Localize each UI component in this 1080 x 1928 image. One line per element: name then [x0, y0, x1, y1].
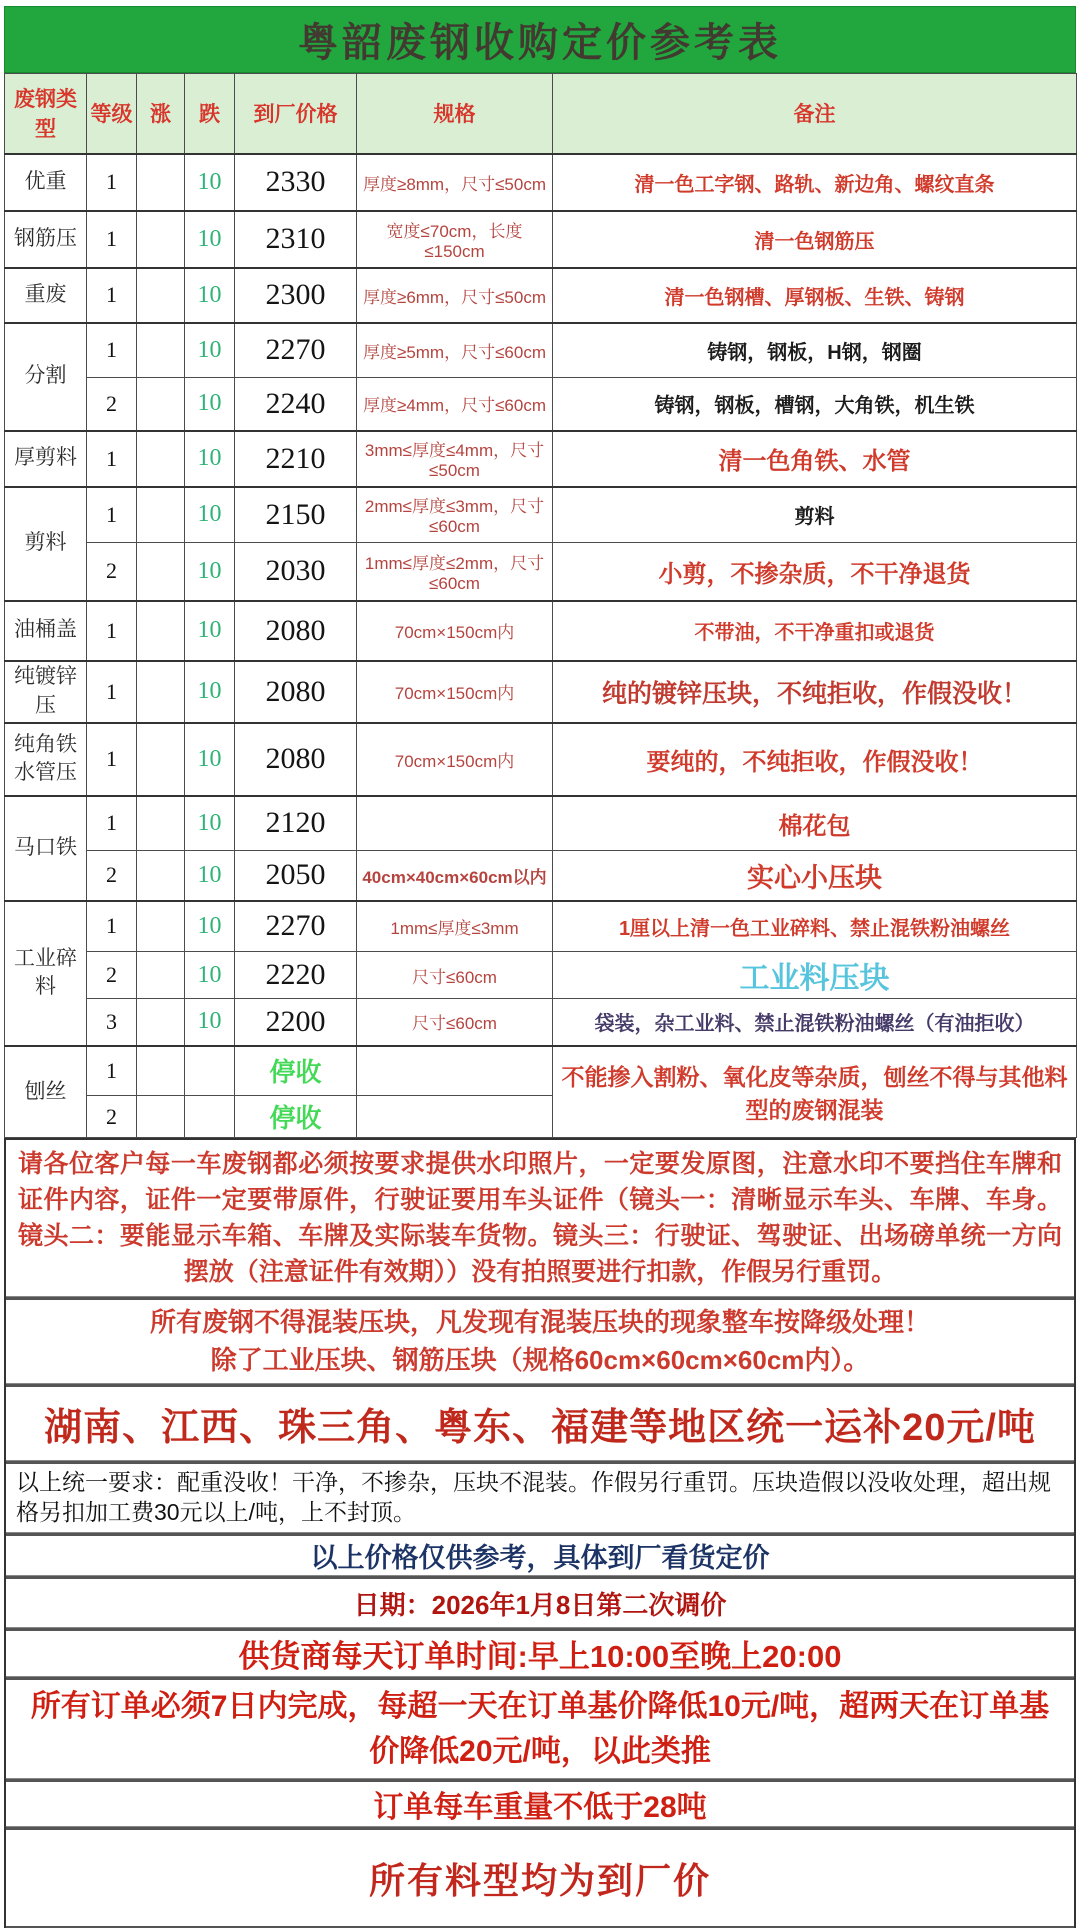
- rise-cell: [137, 1096, 185, 1138]
- rise-cell: [137, 154, 185, 211]
- price-cell: 2310: [235, 211, 357, 268]
- order-time-text: 供货商每天订单时间:早上10:00至晚上20:00: [238, 1639, 842, 1675]
- grade-cell: 1: [87, 268, 137, 323]
- rise-cell: [137, 378, 185, 431]
- order-deadline-section: [6, 1677, 1074, 1779]
- col-header-note: 备注: [553, 74, 1077, 154]
- note-cell: 剪料: [553, 487, 1077, 543]
- watermark-notice-section: [6, 1138, 1074, 1297]
- spec-cell: 厚度≥5mm，尺寸≤60cm: [357, 323, 553, 378]
- grade-cell: 2: [87, 1096, 137, 1138]
- note-cell: 清一色角铁、水管: [553, 431, 1077, 487]
- type-cell: 油桶盖: [5, 601, 87, 661]
- unified-requirement-section: [6, 1461, 1074, 1533]
- header-row: [5, 74, 1077, 154]
- table-row: [5, 378, 1077, 431]
- page-title-bar: [4, 6, 1076, 73]
- type-cell: 马口铁: [5, 796, 87, 901]
- grade-cell: 1: [87, 487, 137, 543]
- price-cell: 2270: [235, 901, 357, 952]
- rise-cell: [137, 431, 185, 487]
- spec-cell: 宽度≤70cm，长度≤150cm: [357, 211, 553, 268]
- grade-cell: 2: [87, 851, 137, 901]
- price-cell: 停收: [235, 1096, 357, 1138]
- fall-cell: 10: [185, 154, 235, 211]
- no-mix-section: [6, 1297, 1074, 1384]
- grade-cell: 1: [87, 901, 137, 952]
- rise-cell: [137, 723, 185, 796]
- note-cell: 纯的镀锌压块，不纯拒收，作假没收！: [553, 661, 1077, 723]
- rise-cell: [137, 211, 185, 268]
- page-title: 粤韶废钢收购定价参考表: [298, 21, 782, 65]
- date-text: 日期：2026年1月8日第二次调价: [353, 1589, 727, 1620]
- price-cell: 2030: [235, 543, 357, 601]
- spec-cell: 厚度≥8mm，尺寸≤50cm: [357, 154, 553, 211]
- table-row: [5, 601, 1077, 661]
- grade-cell: 1: [87, 154, 137, 211]
- table-row: [5, 999, 1077, 1046]
- type-cell: 钢筋压: [5, 211, 87, 268]
- price-reference-section: [6, 1533, 1074, 1576]
- price-cell: 2080: [235, 723, 357, 796]
- table-row: [5, 543, 1077, 601]
- rise-cell: [137, 323, 185, 378]
- rise-cell: [137, 268, 185, 323]
- grade-cell: 2: [87, 378, 137, 431]
- type-cell: 厚剪料: [5, 431, 87, 487]
- col-header-fall: 跌: [185, 74, 235, 154]
- table-row: [5, 723, 1077, 796]
- type-cell: 优重: [5, 154, 87, 211]
- rise-cell: [137, 1046, 185, 1096]
- fall-cell: 10: [185, 723, 235, 796]
- factory-price-text: 所有料型均为到厂价: [368, 1859, 711, 1901]
- note-cell: 要纯的，不纯拒收，作假没收！: [553, 723, 1077, 796]
- rise-cell: [137, 901, 185, 952]
- rise-cell: [137, 487, 185, 543]
- table-row: [5, 268, 1077, 323]
- fall-cell: 10: [185, 431, 235, 487]
- note-cell: 清一色钢槽、厚钢板、生铁、铸钢: [553, 268, 1077, 323]
- spec-cell: 2mm≤厚度≤3mm，尺寸≤60cm: [357, 487, 553, 543]
- fall-cell: 10: [185, 952, 235, 999]
- type-cell: 分割: [5, 323, 87, 431]
- order-time-section: [6, 1628, 1074, 1677]
- col-header-price: 到厂价格: [235, 74, 357, 154]
- spec-cell: 厚度≥6mm，尺寸≤50cm: [357, 268, 553, 323]
- spec-cell: [357, 1096, 553, 1138]
- price-cell: 2120: [235, 796, 357, 851]
- note-cell: 实心小压块: [553, 851, 1077, 901]
- type-cell: 纯镀锌压: [5, 661, 87, 723]
- table-row: [5, 952, 1077, 999]
- note-cell: 不带油，不干净重扣或退货: [553, 601, 1077, 661]
- grade-cell: 1: [87, 431, 137, 487]
- price-reference-text: 以上价格仅供参考，具体到厂看货定价: [310, 1543, 770, 1574]
- spec-cell: 1mm≤厚度≤2mm，尺寸≤60cm: [357, 543, 553, 601]
- price-cell: 2270: [235, 323, 357, 378]
- fall-cell: 10: [185, 378, 235, 431]
- min-weight-section: [6, 1779, 1074, 1827]
- fall-cell: 10: [185, 323, 235, 378]
- price-cell: 2300: [235, 268, 357, 323]
- fall-cell: 10: [185, 851, 235, 901]
- table-row: [5, 323, 1077, 378]
- price-cell: 2050: [235, 851, 357, 901]
- table-row: [5, 431, 1077, 487]
- freight-subsidy-text: 湖南、江西、珠三角、粤东、福建等地区统一运补20元/吨: [44, 1407, 1036, 1450]
- grade-cell: 3: [87, 999, 137, 1046]
- spec-cell: 3mm≤厚度≤4mm，尺寸≤50cm: [357, 431, 553, 487]
- spec-cell: [357, 1046, 553, 1096]
- spec-cell: 尺寸≤60cm: [357, 999, 553, 1046]
- type-cell: 纯角铁 水管压: [5, 723, 87, 796]
- note-cell: 铸钢，钢板，槽钢，大角铁，机生铁: [553, 378, 1077, 431]
- fall-cell: 10: [185, 796, 235, 851]
- table-row: [5, 661, 1077, 723]
- price-cell: 2150: [235, 487, 357, 543]
- note-cell: 铸钢，钢板，H钢，钢圈: [553, 323, 1077, 378]
- fall-cell: 10: [185, 999, 235, 1046]
- note-cell: 清一色工字钢、路轨、新边角、螺纹直条: [553, 154, 1077, 211]
- fall-cell: 10: [185, 661, 235, 723]
- price-cell: 2080: [235, 661, 357, 723]
- fall-cell: 10: [185, 601, 235, 661]
- fall-cell: 10: [185, 901, 235, 952]
- min-weight-text: 订单每车重量不低于28吨: [373, 1791, 707, 1825]
- freight-subsidy-section: [6, 1384, 1074, 1461]
- price-cell: 2240: [235, 378, 357, 431]
- type-cell: 工业碎料: [5, 901, 87, 1046]
- price-cell: 2210: [235, 431, 357, 487]
- spec-cell: 尺寸≤60cm: [357, 952, 553, 999]
- rise-cell: [137, 952, 185, 999]
- rise-cell: [137, 543, 185, 601]
- grade-cell: 1: [87, 323, 137, 378]
- grade-cell: 2: [87, 952, 137, 999]
- no-mix-line1: 所有废钢不得混装压块，凡发现有混装压块的现象整车按降级处理！: [149, 1307, 930, 1337]
- grade-cell: 1: [87, 796, 137, 851]
- fall-cell: 10: [185, 211, 235, 268]
- notice-sections: [4, 1138, 1076, 1928]
- spec-cell: 70cm×150cm内: [357, 601, 553, 661]
- rise-cell: [137, 601, 185, 661]
- rise-cell: [137, 796, 185, 851]
- table-row: [5, 487, 1077, 543]
- fall-cell: 10: [185, 268, 235, 323]
- grade-cell: 2: [87, 543, 137, 601]
- type-cell: 重废: [5, 268, 87, 323]
- fall-cell: 10: [185, 487, 235, 543]
- table-row: [5, 1046, 1077, 1096]
- table-row: [5, 851, 1077, 901]
- order-deadline-text: 所有订单必须7日内完成，每超一天在订单基价降低10元/吨，超两天在订单基价降低20元/吨，以此类推: [30, 1690, 1050, 1769]
- price-cell: 2330: [235, 154, 357, 211]
- rise-cell: [137, 851, 185, 901]
- grade-cell: 1: [87, 211, 137, 268]
- spec-cell: 1mm≤厚度≤3mm: [357, 901, 553, 952]
- grade-cell: 1: [87, 661, 137, 723]
- note-cell: 棉花包: [553, 796, 1077, 851]
- grade-cell: 1: [87, 601, 137, 661]
- note-cell: 工业料压块: [553, 952, 1077, 999]
- table-row: [5, 796, 1077, 851]
- note-cell: 小剪，不掺杂质，不干净退货: [553, 543, 1077, 601]
- spec-cell: [357, 796, 553, 851]
- price-cell: 停收: [235, 1046, 357, 1096]
- type-cell: 剪料: [5, 487, 87, 601]
- grade-cell: 1: [87, 723, 137, 796]
- fall-cell: 10: [185, 543, 235, 601]
- col-header-rise: 涨: [137, 74, 185, 154]
- table-row: [5, 154, 1077, 211]
- grade-cell: 1: [87, 1046, 137, 1096]
- fall-cell: [185, 1046, 235, 1096]
- price-cell: 2080: [235, 601, 357, 661]
- spec-cell: 厚度≥4mm，尺寸≤60cm: [357, 378, 553, 431]
- rise-cell: [137, 661, 185, 723]
- price-cell: 2220: [235, 952, 357, 999]
- spec-cell: 70cm×150cm内: [357, 723, 553, 796]
- watermark-notice-text: 请各位客户每一车废钢都必须按要求提供水印照片，一定要发原图，注意水印不要挡住车牌和证件内容，证件一定要带原件，行驶证要用车头证件（镜头一：清晰显示车头、车牌、车身。镜头二：要能显示车箱、车牌及实际装车货物。镜头三：行驶证、驾驶证、出场磅单统一方向摆放（注意证件有效期））没有拍照要进行扣款，作假另行重罚。: [18, 1150, 1062, 1286]
- note-cell: 袋装，杂工业料、禁止混铁粉油螺丝（有油拒收）: [553, 999, 1077, 1046]
- price-cell: 2200: [235, 999, 357, 1046]
- note-cell: 1厘以上清一色工业碎料、禁止混铁粉油螺丝: [553, 901, 1077, 952]
- col-header-spec: 规格: [357, 74, 553, 154]
- no-mix-line2: 除了工业压块、钢筋压块（规格60cm×60cm×60cm内）。: [210, 1344, 870, 1375]
- fall-cell: [185, 1096, 235, 1138]
- spec-cell: 70cm×150cm内: [357, 661, 553, 723]
- col-header-grade: 等级: [87, 74, 137, 154]
- spec-cell: 40cm×40cm×60cm以内: [357, 851, 553, 901]
- type-cell: 刨丝: [5, 1046, 87, 1138]
- date-section: [6, 1576, 1074, 1628]
- note-cell: 不能掺入割粉、氧化皮等杂质，刨丝不得与其他料型的废钢混装: [553, 1046, 1077, 1138]
- table-row: [5, 211, 1077, 268]
- price-table: [4, 73, 1077, 1138]
- table-row: [5, 901, 1077, 952]
- unified-requirement-text: 以上统一要求：配重没收！干净，不掺杂，压块不混装。作假另行重罚。压块造假以没收处理，超出规格另扣加工费30元以上/吨，上不封顶。: [16, 1469, 1051, 1526]
- col-header-type: 废钢类型: [5, 74, 87, 154]
- factory-price-section: [6, 1827, 1074, 1928]
- note-cell: 清一色钢筋压: [553, 211, 1077, 268]
- rise-cell: [137, 999, 185, 1046]
